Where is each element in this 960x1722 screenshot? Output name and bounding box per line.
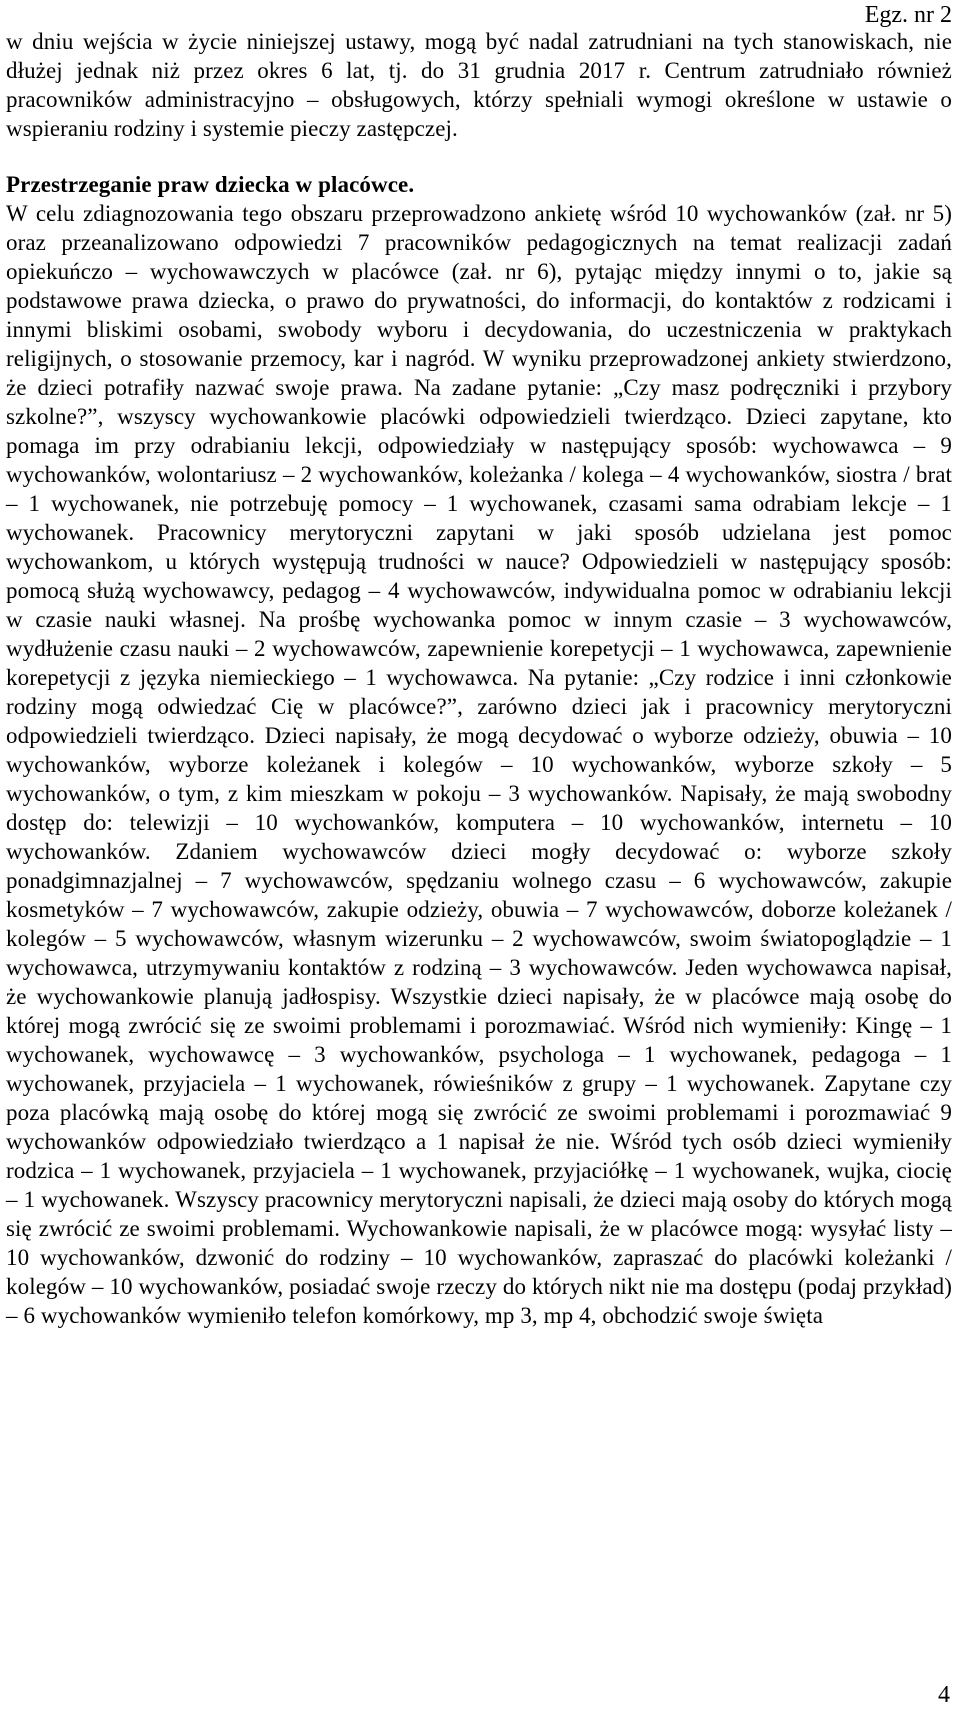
document-body	[6, 27, 952, 1330]
main-paragraph: W celu zdiagnozowania tego obszaru przeprowadzono ankietę wśród 10 wychowanków (zał. nr 5) oraz przeanalizowano odpowiedzi 7 pracowników pedagogicznych na temat realizacji zadań opiekuńczo – wychowawczych w placówce (zał. nr 6), pytając między innymi o to, jakie są podstawowe prawa dziecka, o prawo do prywatności, do informacji, do kontaktów z rodzicami i innymi bliskimi osobami, swobody wyboru i decydowania, do uczestniczenia w praktykach religijnych, o stosowanie przemocy, kar i nagród. W wyniku przeprowadzonej ankiety stwierdzono, że dzieci potrafiły nazwać swoje prawa. Na zadane pytanie: „Czy masz podręczniki i przybory szkolne?”, wszyscy wychowankowie placówki odpowiedzieli twierdząco. Dzieci zapytane, kto pomaga im przy odrabianiu lekcji, odpowiedziały w następujący sposób: wychowawca – 9 wychowanków, wolontariusz – 2 wychowanków, koleżanka / kolega – 4 wychowanków, siostra / brat – 1 wychowanek, nie potrzebuję pomocy – 1 wychowanek, czasami sama odrabiam lekcje – 1 wychowanek. Pracownicy merytoryczni zapytani w jaki sposób udzielana jest pomoc wychowankom, u których występują trudności w nauce? Odpowiedzieli w następujący sposób: pomocą służą wychowawcy, pedagog – 4 wychowawców, indywidualna pomoc w odrabianiu lekcji w czasie nauki własnej. Na prośbę wychowanka pomoc w innym czasie – 3 wychowawców, wydłużenie czasu nauki – 2 wychowawców, zapewnienie korepetycji – 1 wychowawca, zapewnienie korepetycji z języka niemieckiego – 1 wychowawca. Na pytanie: „Czy rodzice i inni członkowie rodziny mogą odwiedzać Cię w placówce?”, zarówno dzieci jak i pracownicy merytoryczni odpowiedzieli twierdząco. Dzieci napisały, że mogą decydować o wyborze odzieży, obuwia – 10 wychowanków, wyborze koleżanek i kolegów – 10 wychowanków, wyborze szkoły – 5 wychowanków, o tym, z kim mieszkam w pokoju – 3 wychowanków. Napisały, że mają swobodny dostęp do: telewizji – 10 wychowanków, komputera – 10 wychowanków, internetu – 10 wychowanków. Zdaniem wychowawców dzieci mogły decydować o: wyborze szkoły ponadgimnazjalnej – 7 wychowawców, spędzaniu wolnego czasu – 6 wychowawców, zakupie kosmetyków – 7 wychowawców, zakupie odzieży, obuwia – 7 wychowawców, doborze koleżanek / kolegów – 5 wychowawców, własnym wizerunku – 2 wychowawców, swoim światopoglądzie – 1 wychowawca, utrzymywaniu kontaktów z rodziną – 3 wychowawców. Jeden wychowawca napisał, że wychowankowie planują jadłospisy. Wszystkie dzieci napisały, że w placówce mają osobę do której mogą zwrócić się ze swoimi problemami i porozmawiać. Wśród nich wymieniły: Kingę – 1 wychowanek, wychowawcę – 3 wychowanków, psychologa – 1 wychowanek, pedagoga – 1 wychowanek, przyjaciela – 1 wychowanek, rówieśników z grupy – 1 wychowanek. Zapytane czy poza placówką mają osobę do której mogą się zwrócić ze swoimi problemami i porozmawiać 9 wychowanków odpowiedziało twierdząco a 1 napisał że nie. Wśród tych osób dzieci wymieniły rodzica – 1 wychowanek, przyjaciela – 1 wychowanek, przyjaciółkę – 1 wychowanek, wujka, ciocię – 1 wychowanek. Wszyscy pracownicy merytoryczni napisali, że dzieci mają osoby do których mogą się zwrócić ze swoimi problemami. Wychowankowie napisali, że w placówce mogą: wysyłać listy – 10 wychowanków, dzwonić do rodziny – 10 wychowanków, zapraszać do placówki koleżanki / kolegów – 10 wychowanków, posiadać swoje rzeczy do których nikt nie ma dostępu (podaj przykład) – 6 wychowanków wymieniło telefon komórkowy, mp 3, mp 4, obchodzić swoje święta	[6, 201, 952, 1328]
section-heading: Przestrzeganie praw dziecka w placówce.	[6, 172, 415, 197]
intro-paragraph: w dniu wejścia w życie niniejszej ustawy, mogą być nadal zatrudniani na tych stanowiskach, nie dłużej jednak niż przez okres 6 lat, tj. do 31 grudnia 2017 r. Centrum zatrudniało również pracowników administracyjno – obsługowych, którzy spełniali wymogi określone w ustawie o wspieraniu rodziny i systemie pieczy zastępczej.	[6, 29, 952, 141]
document-copy-number: Egz. nr 2	[864, 2, 952, 28]
page-number: 4	[938, 1682, 950, 1708]
